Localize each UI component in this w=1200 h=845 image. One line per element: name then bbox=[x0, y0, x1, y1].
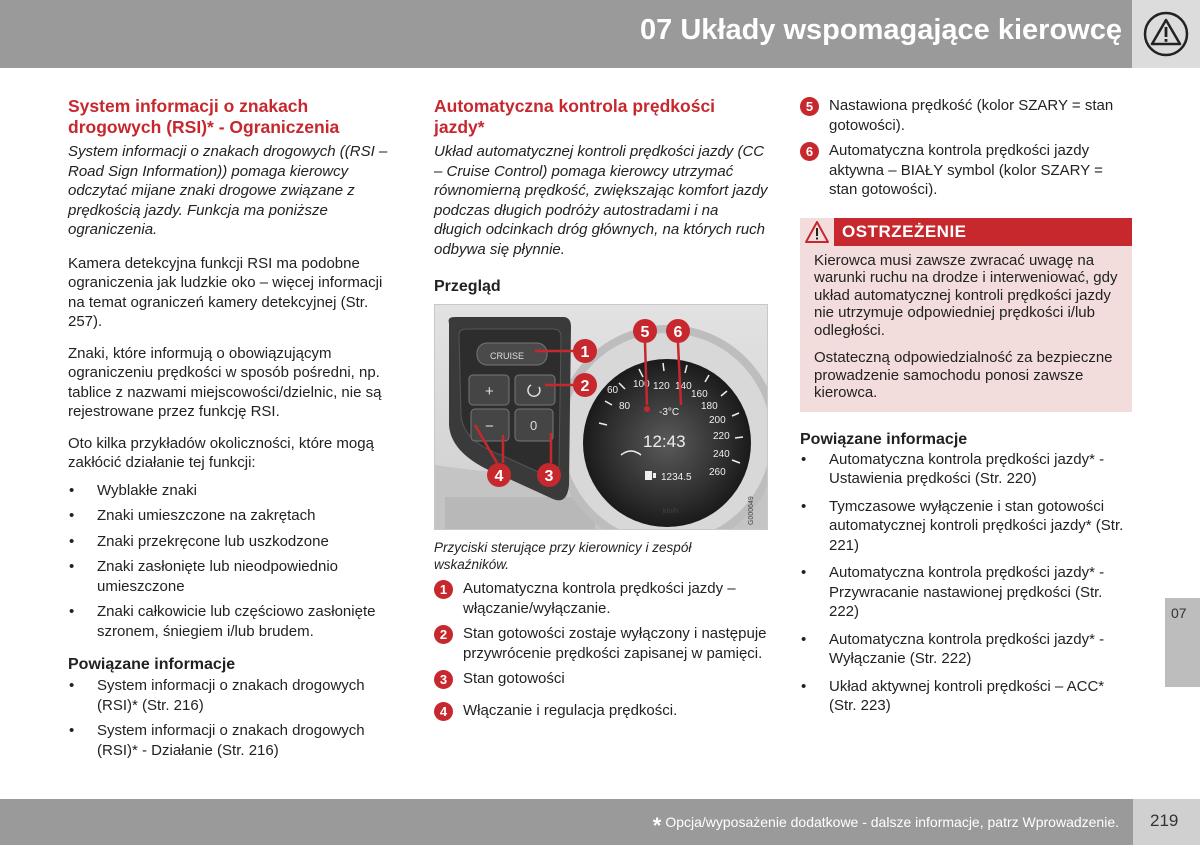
callout-5-label: 5 bbox=[640, 324, 650, 341]
section-intro-rsi: System informacji o znakach drogowych ((RSI – Road Sign Information)) pomaga kierowcy odczytać mijane znaki drogowe związane z prędkością jazdy. Funkcja ma poniższe ograniczenia. bbox=[68, 143, 388, 238]
related-link[interactable]: • Tymczasowe wyłączenie i stan gotowości automatycznej kontroli prędkości jazdy* (Str. 221) bbox=[800, 497, 1132, 556]
speed-label: 80 bbox=[619, 401, 631, 412]
temperature-readout: -3°C bbox=[659, 407, 680, 418]
related-link[interactable]: • Automatyczna kontrola prędkości jazdy* - Przywracanie nastawionej prędkości (Str. 222) bbox=[800, 563, 1132, 622]
list-item bbox=[800, 141, 1132, 200]
column-3 bbox=[800, 96, 1132, 716]
page-number-box bbox=[1133, 799, 1200, 845]
warning-title: OSTRZEŻENIE bbox=[842, 221, 967, 241]
cruise-button-label: CRUISE bbox=[490, 351, 525, 361]
zero-button-label: 0 bbox=[530, 418, 538, 433]
list-item: • Wyblakłe znaki bbox=[68, 481, 400, 501]
speed-label: 180 bbox=[701, 401, 718, 412]
list-item-text: Automatyczna kontrola prędkości jazdy – włączanie/wyłączanie. bbox=[463, 580, 736, 617]
number-badge: 3 bbox=[434, 670, 453, 689]
list-item: • Znaki umieszczone na zakrętach bbox=[68, 506, 400, 526]
warning-triangle-icon bbox=[804, 220, 830, 244]
speed-label: 140 bbox=[675, 381, 692, 392]
speed-label: 120 bbox=[653, 381, 670, 392]
callout-4-label: 4 bbox=[494, 468, 504, 485]
warning-box bbox=[800, 218, 1132, 412]
limitations-list bbox=[68, 481, 400, 642]
warning-body bbox=[800, 246, 1132, 412]
chapter-tab[interactable] bbox=[1165, 598, 1200, 687]
number-badge: 1 bbox=[434, 580, 453, 599]
related-link[interactable]: • Automatyczna kontrola prędkości jazdy* - Ustawienia prędkości (Str. 220) bbox=[800, 450, 1132, 489]
page-header bbox=[0, 0, 1200, 68]
callout-2-label: 2 bbox=[580, 378, 590, 395]
warning-header bbox=[800, 218, 1132, 246]
related-link[interactable]: • System informacji o znakach drogowych (RSI)* - Działanie (Str. 216) bbox=[68, 721, 400, 760]
list-item bbox=[434, 624, 768, 663]
cruise-control-figure bbox=[434, 304, 768, 530]
footnote-text: Opcja/wyposażenie dodatkowe - dalsze informacje, patrz Wprowadzenie. bbox=[665, 814, 1119, 830]
figure-code: G000649 bbox=[748, 496, 755, 525]
overview-heading: Przegląd bbox=[434, 278, 501, 295]
related-info-heading: Powiązane informacje bbox=[800, 430, 968, 448]
paragraph: Kamera detekcyjna funkcji RSI ma podobne ograniczenia jak ludzkie oko – więcej informacji na temat ograniczeń kamery detekcyjnej (Str. 257). bbox=[68, 254, 383, 330]
number-badge: 6 bbox=[800, 142, 819, 161]
clock-readout: 12:43 bbox=[643, 432, 686, 451]
speed-label: 260 bbox=[709, 467, 726, 478]
page-footer bbox=[0, 799, 1133, 845]
callout-1-label: 1 bbox=[580, 344, 590, 361]
related-info-list bbox=[68, 676, 400, 760]
section-heading-rsi: System informacji o znakach drogowych (RSI)* - Ograniczenia bbox=[68, 96, 340, 137]
paragraph: Oto kilka przykładów okoliczności, które mogą zakłócić działanie tej funkcji: bbox=[68, 434, 374, 471]
paragraph: Znaki, które informują o obowiązującym ograniczeniu prędkości w sposób pośredni, np. tablice z nazwami miejscowości/dzielnic, nie są rejestrowane przez funkcję RSI. bbox=[68, 344, 382, 420]
section-heading-cruise: Automatyczna kontrola prędkości jazdy* bbox=[434, 96, 716, 137]
related-link[interactable]: • Automatyczna kontrola prędkości jazdy* - Wyłączanie (Str. 222) bbox=[800, 630, 1132, 669]
related-info-list bbox=[800, 450, 1132, 716]
warning-paragraph: Kierowca musi zawsze zwracać uwagę na warunki ruchu na drodze i interweniować, gdy układ automatycznej kontroli prędkości jazdy nie utrzymuje odpowiedniej prędkości i/lub odległości. bbox=[814, 251, 1118, 339]
list-item-text: Automatyczna kontrola prędkości jazdy aktywna – BIAŁY symbol (kolor SZARY = stan gotowości). bbox=[829, 142, 1103, 198]
list-item: • Znaki całkowicie lub częściowo zasłonięte szronem, śniegiem i/lub brudem. bbox=[68, 602, 400, 641]
speed-label: 60 bbox=[607, 385, 619, 396]
list-item bbox=[800, 96, 1132, 135]
column-2 bbox=[434, 96, 768, 720]
figure-caption: Przyciski sterujące przy kierownicy i zespół wskaźników. bbox=[434, 540, 692, 572]
related-link[interactable]: • System informacji o znakach drogowych (RSI)* (Str. 216) bbox=[68, 676, 400, 715]
warning-triangle-icon bbox=[1142, 10, 1190, 58]
speed-label: 220 bbox=[713, 431, 730, 442]
number-badge: 5 bbox=[800, 97, 819, 116]
warning-paragraph: Ostateczną odpowiedzialność za bezpieczne prowadzenie samochodu ponosi zawsze kierowca. bbox=[814, 349, 1113, 401]
callout-6-label: 6 bbox=[673, 324, 683, 341]
unit-label: km/h bbox=[663, 508, 679, 515]
section-intro-cruise: Układ automatycznej kontroli prędkości jazdy (CC – Cruise Control) pomaga kierowcy utrzymać równomierną prędkość, zwiększając komfort jazdy podczas długich podróży autostradami i na długich odcinkach dróg głównych, na których ruch odbywa się płynnie. bbox=[434, 143, 768, 258]
odometer-readout: 1234.5 bbox=[661, 472, 692, 483]
chapter-tab-label: 07 bbox=[1171, 605, 1187, 621]
page-number: 219 bbox=[1150, 811, 1179, 830]
callout-3-label: 3 bbox=[544, 468, 554, 485]
number-badge: 4 bbox=[434, 702, 453, 721]
plus-button-label: + bbox=[485, 383, 494, 400]
speed-label: 200 bbox=[709, 415, 726, 426]
speed-label: 100 bbox=[633, 379, 650, 390]
set-speed-marker bbox=[644, 406, 650, 412]
list-item: • Znaki przekręcone lub uszkodzone bbox=[68, 532, 400, 552]
list-item: • Znaki zasłonięte lub nieodpowiednio umieszczone bbox=[68, 557, 400, 596]
minus-button-label: − bbox=[485, 418, 494, 435]
warning-icon-box bbox=[800, 218, 834, 246]
resume-button bbox=[515, 375, 555, 405]
list-item-text: Stan gotowości zostaje wyłączony i następuje przywrócenie prędkości zapisanej w pamięci. bbox=[463, 625, 767, 662]
header-icon-box bbox=[1132, 0, 1200, 68]
column-1 bbox=[68, 96, 400, 760]
chapter-title: 07 Układy wspomagające kierowcę bbox=[640, 14, 1122, 46]
asterisk-symbol: * bbox=[652, 813, 662, 838]
callout-legend-list-continued bbox=[800, 96, 1132, 200]
speed-label: 160 bbox=[691, 389, 708, 400]
list-item-text: Stan gotowości bbox=[463, 670, 565, 687]
speed-label: 240 bbox=[713, 449, 730, 460]
list-item bbox=[434, 579, 768, 618]
list-item bbox=[434, 669, 768, 689]
related-link[interactable]: • Układ aktywnej kontroli prędkości – ACC* (Str. 223) bbox=[800, 677, 1132, 716]
callout-legend-list bbox=[434, 579, 768, 720]
list-item-text: Włączanie i regulacja prędkości. bbox=[463, 701, 678, 719]
list-item-text: Nastawiona prędkość (kolor SZARY = stan gotowości). bbox=[829, 97, 1114, 134]
footnote bbox=[653, 813, 1119, 839]
related-info-heading: Powiązane informacje bbox=[68, 656, 236, 673]
steering-and-cluster-illustration bbox=[435, 305, 768, 530]
list-item bbox=[434, 701, 768, 721]
number-badge: 2 bbox=[434, 625, 453, 644]
